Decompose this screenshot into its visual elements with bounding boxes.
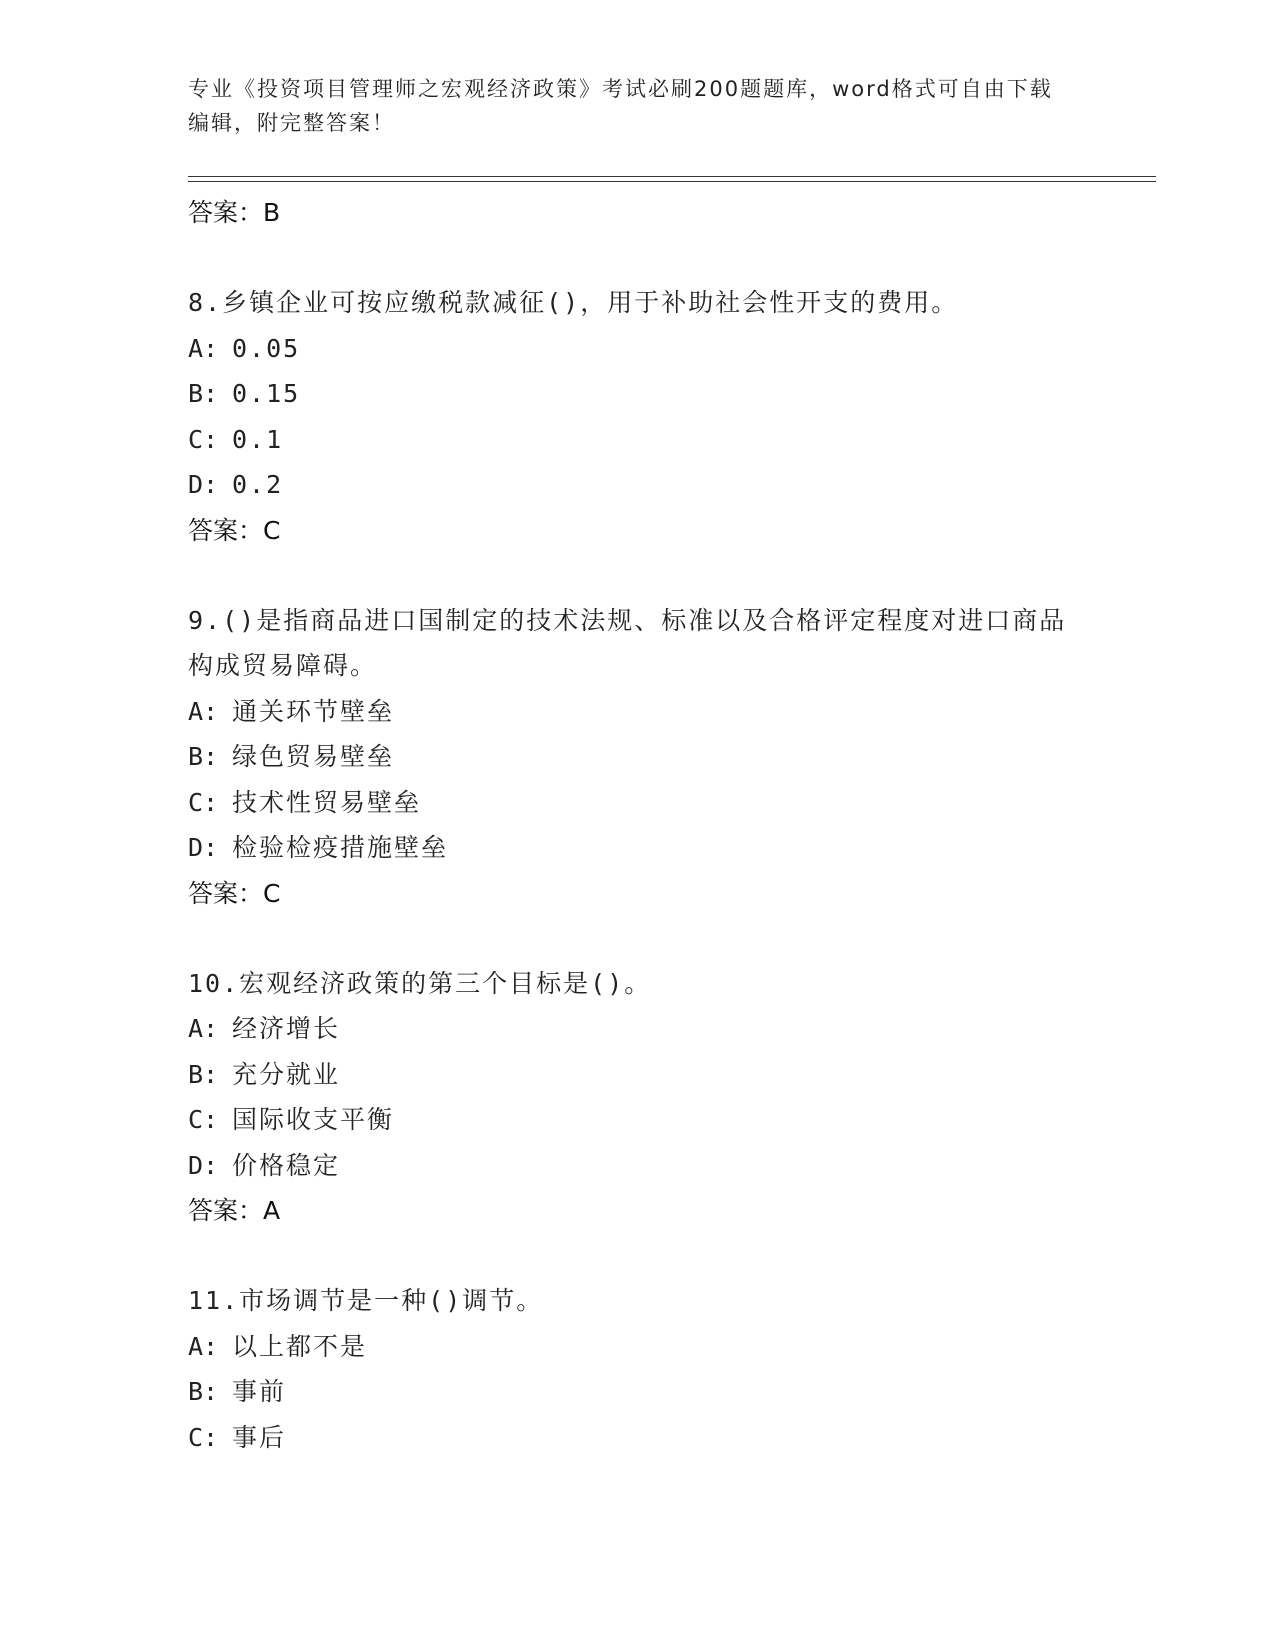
option-letter: A:: [188, 333, 219, 363]
answer-option: [188, 734, 1088, 780]
option-letter: C:: [188, 424, 219, 454]
answer-option: [188, 780, 1088, 826]
answer-option: [188, 462, 1088, 508]
option-letter: D:: [188, 1150, 219, 1180]
question-text: 9.()是指商品进口国制定的技术法规、标准以及合格评定程度对进口商品构成贸易障碍。: [188, 605, 1067, 680]
option-letter: D:: [188, 833, 219, 862]
option-text: 0.1: [232, 424, 284, 454]
answer-option: [188, 825, 1088, 871]
option-letter: C:: [188, 1105, 219, 1134]
header-divider-bottom: [188, 181, 1156, 182]
option-letter: A:: [188, 696, 219, 726]
option-text: 0.2: [232, 470, 284, 499]
answer-option: [188, 326, 1088, 372]
answer-option: [188, 689, 1088, 735]
option-text: 事前: [232, 1377, 287, 1406]
option-text: 经济增长: [232, 1014, 341, 1043]
answer-option: [188, 417, 1088, 463]
question-spacer: [188, 917, 1088, 961]
answer-option: [188, 1324, 1088, 1370]
question-text: 11.市场调节是一种()调节。: [188, 1286, 544, 1315]
option-text: 以上都不是: [232, 1331, 368, 1361]
option-text: 绿色贸易壁垒: [232, 742, 395, 771]
option-letter: A:: [188, 1331, 219, 1361]
option-text: 事后: [232, 1422, 287, 1452]
option-text: 国际收支平衡: [232, 1105, 395, 1134]
answer-line: 答案：C: [188, 515, 281, 545]
document-header: 专业《投资项目管理师之宏观经济政策》考试必刷200题题库，word格式可自由下载编辑，附完整答案！: [188, 77, 1053, 135]
answer-option: [188, 371, 1088, 417]
option-text: 价格稳定: [232, 1150, 341, 1180]
header-divider-top: [188, 176, 1156, 177]
option-text: 检验检疫措施壁垒: [232, 833, 449, 862]
option-text: 0.05: [232, 333, 301, 363]
answer-line: 答案：A: [188, 1196, 281, 1225]
question-text: 8.乡镇企业可按应缴税款减征()，用于补助社会性开支的费用。: [188, 288, 959, 317]
option-text: 0.15: [232, 379, 301, 408]
option-letter: B:: [188, 1377, 219, 1406]
answer-line: 答案：B: [188, 198, 281, 227]
answer-option: [188, 1415, 1088, 1461]
option-text: 通关环节壁垒: [232, 696, 395, 726]
answer-option: [188, 1369, 1088, 1415]
question-spacer: [188, 554, 1088, 598]
option-letter: A:: [188, 1014, 219, 1043]
question-list: [188, 190, 1088, 1460]
question-text: 10.宏观经济政策的第三个目标是()。: [188, 968, 652, 998]
option-letter: C:: [188, 787, 219, 817]
option-text: 技术性贸易壁垒: [232, 787, 422, 817]
option-text: 充分就业: [232, 1059, 341, 1089]
question-spacer: [188, 236, 1088, 280]
option-letter: B:: [188, 1059, 219, 1089]
answer-line: 答案：C: [188, 878, 281, 908]
answer-option: [188, 1052, 1088, 1098]
option-letter: B:: [188, 742, 219, 771]
option-letter: C:: [188, 1422, 219, 1452]
option-letter: D:: [188, 470, 219, 499]
option-letter: B:: [188, 379, 219, 408]
answer-option: [188, 1006, 1088, 1052]
question-spacer: [188, 1234, 1088, 1278]
answer-option: [188, 1097, 1088, 1143]
answer-option: [188, 1143, 1088, 1189]
